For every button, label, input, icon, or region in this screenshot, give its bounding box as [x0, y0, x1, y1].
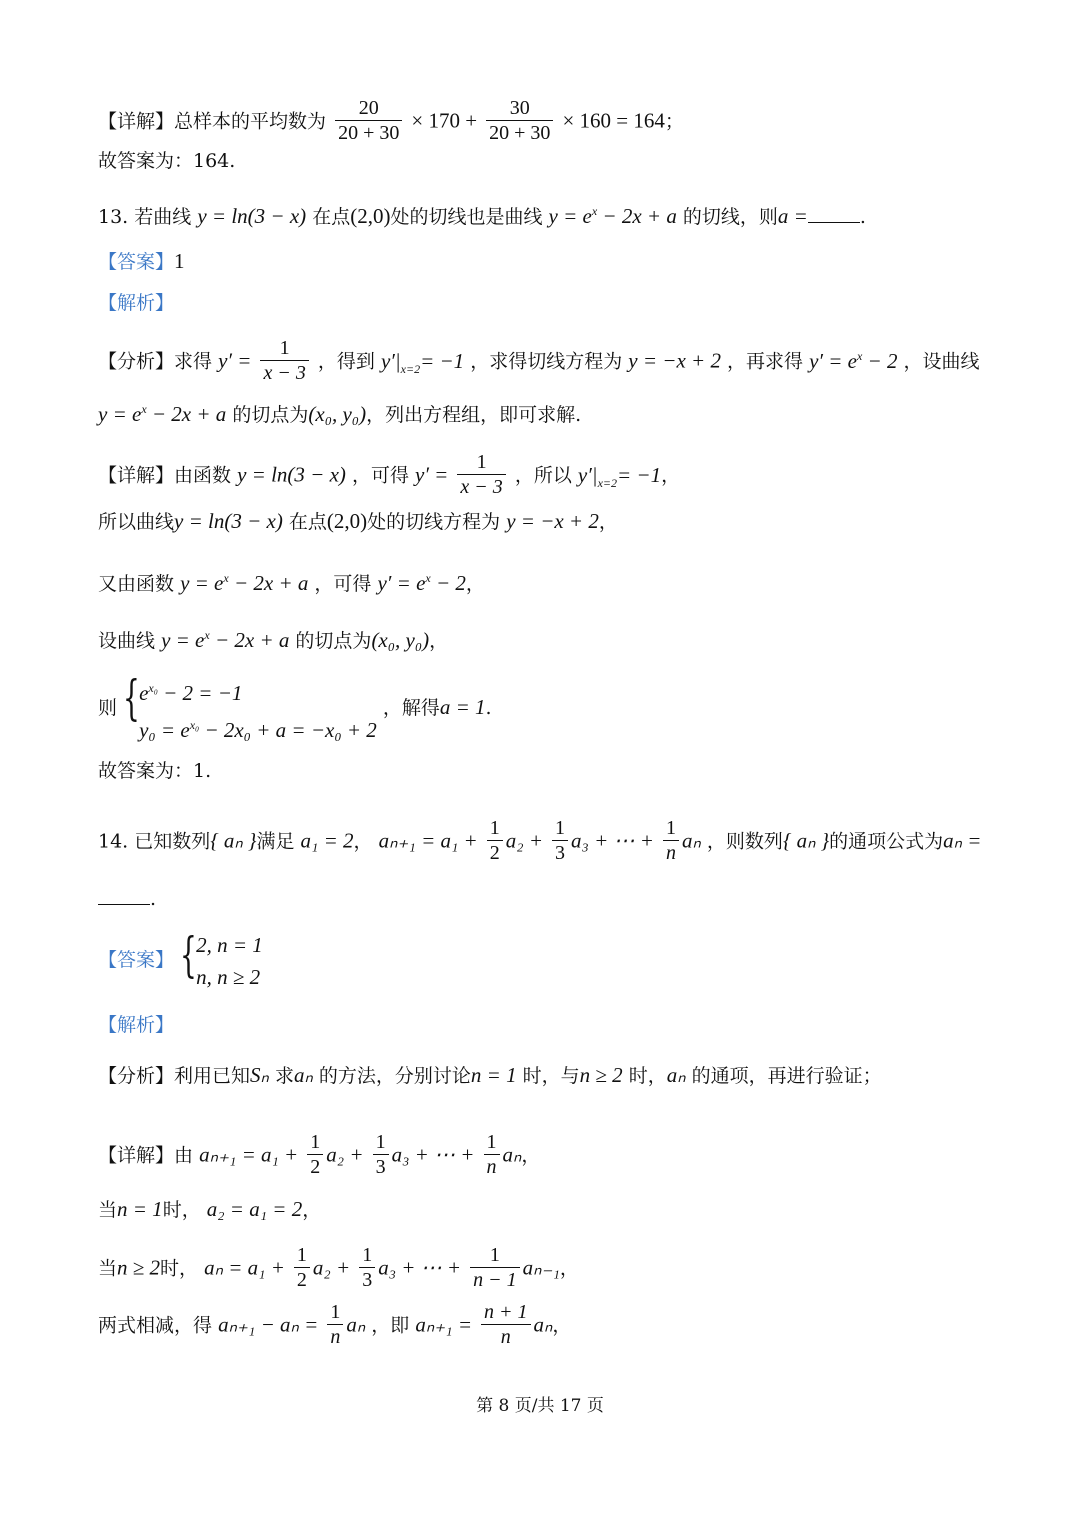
analysis-14: 【分析】利用已知Sₙ 求aₙ 的方法，分别讨论n = 1 时，与n ≥ 2 时，aₙ 的通项，再进行验证；	[98, 1063, 882, 1087]
fraction: $\frac{1}{2}$	[294, 1243, 310, 1292]
fraction: $\frac{20}{20 + 30}$	[335, 96, 402, 145]
answer-line-164: 故答案为：164.	[98, 150, 236, 172]
detail-line-mean: 【详解】总样本的平均数为 $\frac{20}{20 + 30}$ × 170 + $\frac{30}{20 + 30}$ × 160 = 164；	[98, 97, 684, 144]
fraction: $\frac{1}{n}$	[327, 1300, 343, 1349]
detail-13-system: 则 { $e^{x_0} - 2 = -1$ $y_0 = e^{x_0} - 2x_0 + a = -x_0 + 2$ ，解得a = 1.	[98, 672, 492, 746]
detail-14-line2: 当n = 1时， a₂ = a₁ = 2，	[98, 1197, 322, 1221]
answer-blank	[808, 204, 860, 223]
fraction: $\frac{1}{n - 1}$	[470, 1243, 520, 1292]
fraction: $\frac{1}{n}$	[484, 1130, 500, 1179]
fraction: $\frac{1}{n}$	[663, 816, 679, 865]
detail-14-line3: 当n ≥ 2时， aₙ = a₁ + $\frac{1}{2}$ a₂ + $\frac{1}{3}$ a₃ + ⋯ + $\frac{1}{n - 1}$ aₙ₋₁，	[98, 1244, 579, 1291]
fraction: $\frac{1}{3}$	[373, 1130, 389, 1179]
detail-13-line3: 又由函数 $y = e^x - 2x + a$ ，可得 $y' = e^x - 2$，	[98, 571, 485, 595]
detail-13-line2: 所以曲线y = ln(3 − x) 在点(2,0)处的切线方程为 y = −x + 2，	[98, 509, 618, 533]
detail-14-line1: 【详解】由 aₙ₊₁ = a₁ + $\frac{1}{2}$ a₂ + $\frac{1}{3}$ a₃ + ⋯ + $\frac{1}{n}$ aₙ，	[98, 1131, 541, 1178]
fraction: $\frac{1}{2}$	[307, 1130, 323, 1179]
question-14: 14. 已知数列{ aₙ }满足 a₁ = 2， aₙ₊₁ = a₁ + $\frac{1}{2}$ a₂ + $\frac{1}{3}$ a₃ + ⋯ + $\frac{1}{n}$ aₙ ，则数列{ aₙ }的通项公式为aₙ =	[98, 817, 982, 864]
piecewise-answer: { 2, n = 1 n, n ≥ 2	[180, 927, 263, 989]
fraction: $\frac{1}{x - 3}$	[260, 336, 308, 385]
answer-line-1: 故答案为：1.	[98, 760, 212, 782]
question-14-blank: .	[98, 886, 156, 912]
fraction: $\frac{1}{3}$	[552, 816, 568, 865]
detail-13-line4: 设曲线 $y = e^x - 2x + a$ 的切点为(x₀, y₀)，	[98, 628, 449, 652]
analysis-heading: 【解析】	[98, 292, 175, 314]
question-13: 13. 若曲线 y = ln(3 − x) 在点(2,0)处的切线也是曲线 $y = e^x - 2x + a$ 的切线，则a = .	[98, 204, 866, 228]
analysis-13-line1: 【分析】求得 y′ = $\frac{1}{x - 3}$ ，得到 $y'|_{x=2}= -1$ ，求得切线方程为 y = −x + 2 ，再求得 $y' = e^x - 2$ ，设曲线	[98, 337, 980, 384]
detail-14-line4: 两式相减，得 aₙ₊₁ − aₙ = $\frac{1}{n}$ aₙ ，即 aₙ₊₁ = $\frac{n + 1}{n}$ aₙ，	[98, 1301, 572, 1348]
analysis-13-line2: $y = e^x - 2x + a$ 的切点为(x₀, y₀)，列出方程组，即可求解.	[98, 402, 582, 426]
equation-system: { $e^{x_0} - 2 = -1$ $y_0 = e^{x_0} - 2x_0 + a = -x_0 + 2$	[123, 670, 377, 742]
fraction: $\frac{n + 1}{n}$	[481, 1300, 531, 1349]
analysis-heading: 【解析】	[98, 1014, 175, 1036]
fraction: $\frac{1}{x - 3}$	[457, 450, 505, 499]
page-footer: 第 8 页/共 17 页	[476, 1396, 604, 1416]
fraction: $\frac{1}{2}$	[487, 816, 503, 865]
answer-14: 【答案】 { 2, n = 1 n, n ≥ 2	[98, 928, 263, 993]
detail-13-line1: 【详解】由函数 y = ln(3 − x) ，可得 y′ = $\frac{1}{x - 3}$ ，所以 $y'|_{x=2}= -1$，	[98, 451, 681, 498]
fraction: $\frac{30}{20 + 30}$	[486, 96, 553, 145]
answer-blank	[98, 886, 150, 905]
fraction: $\frac{1}{3}$	[359, 1243, 375, 1292]
answer-13: 【答案】1	[98, 249, 185, 273]
